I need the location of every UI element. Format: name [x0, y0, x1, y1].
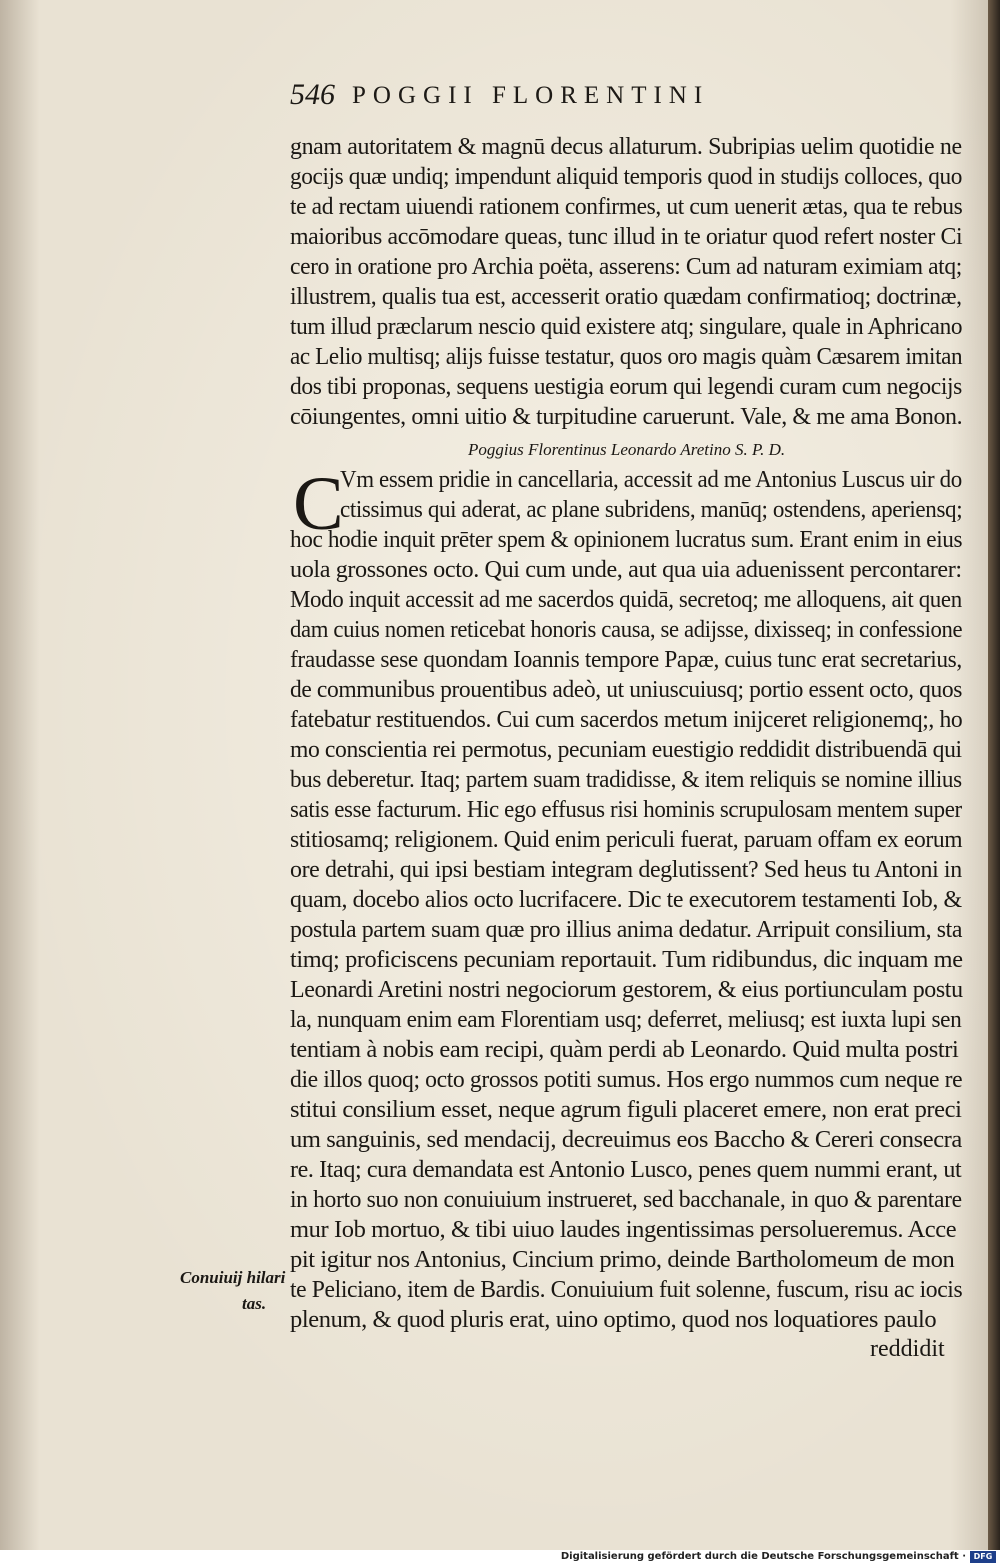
text-line: ac Lelio multisq; alijs fuisse testatur, quos oro magis quàm Cæsarem imitan [290, 343, 963, 370]
text-line: la, nunquam enim eam Florentiam usq; deferret, meliusq; est iuxta lupi sen [290, 1006, 962, 1033]
running-title: POGGII FLORENTINI [352, 82, 710, 109]
text-line: mo conscientia rei permotus, pecuniam euestigio reddidit distribuendā qui [290, 736, 962, 763]
text-line: Leonardi Aretini nostri negociorum gestorem, & eius portiunculam postu [290, 976, 963, 1003]
text-line: gocijs quæ undiq; impendunt aliquid temporis quod in studijs colloces, quo [290, 163, 963, 190]
text-line: stitui consilium esset, neque agrum figuli placeret emere, non erat preci [290, 1096, 962, 1123]
text-line: mur Iob mortuo, & tibi uiuo laudes ingentissimas persolueremus. Acce [290, 1216, 957, 1243]
text-line: die illos quoq; octo grossos potiti sumus. Hos ergo nummos cum neque re [290, 1066, 963, 1093]
text-line: maioribus accōmodare queas, tunc illud in te oriatur quod refert noster Ci [290, 223, 963, 250]
text-line: fatebatur restituendos. Cui cum sacerdos metum inijceret religionemq;, ho [290, 706, 963, 733]
text-line: dos tibi proponas, sequens uestigia eorum qui legendi curam cum negocijs [290, 373, 962, 400]
funding-credit: Digitalisierung gefördert durch die Deutsche Forschungsgemeinschaft · [560, 1551, 966, 1562]
text-line: dam cuius nomen reticebat honoris causa, se adijsse, dixisseq; in confessione [290, 616, 963, 643]
text-line: in horto suo non conuiuium instrueret, sed bacchanale, in quo & parentare [290, 1186, 962, 1213]
page-header [290, 78, 950, 118]
text-line: Vm essem pridie in cancellaria, accessit ad me Antonius Luscus uir do [340, 466, 962, 493]
text-line: stitiosamq; religionem. Quid enim periculi fuerat, paruam offam ex eorum [290, 826, 963, 853]
text-line: tentiam à nobis eam recipi, quàm perdi ab Leonardo. Quid multa postri [290, 1036, 959, 1063]
text-line: satis esse facturum. Hic ego effusus risi hominis scrupulosam mentem super [290, 796, 962, 823]
dfg-logo: DFG [970, 1551, 996, 1563]
text-line: tum illud præclarum nescio quid existere atq; singulare, quale in Aphricano [290, 313, 963, 340]
text-line: gnam autoritatem & magnū decus allaturum. Subripias uelim quotidie ne [290, 133, 962, 160]
page-number: 546 [290, 78, 335, 111]
text-line: timq; proficiscens pecuniam reportauit. Tum ridibundus, dic inquam me [290, 946, 963, 973]
text-line: te Peliciano, item de Bardis. Conuiuium fuit solenne, fuscum, risu ac iocis [290, 1276, 963, 1303]
text-line: illustrem, qualis tua est, accesserit oratio quædam confirmatioq; doctrinæ, [290, 283, 962, 310]
text-line: cōiungentes, omni uitio & turpitudine caruerunt. Vale, & me ama Bonon. [290, 403, 963, 430]
text-line: bus deberetur. Itaq; partem suam tradidisse, & item reliquis se nomine illius [290, 766, 962, 793]
text-line: ctissimus qui aderat, ac plane subridens, manūq; ostendens, aperiensq; [340, 496, 963, 523]
drop-capital: C [293, 462, 344, 546]
binding-gutter [988, 0, 1000, 1550]
letter-salutation: Poggius Florentinus Leonardo Aretino S. P. D. [468, 440, 786, 459]
text-line: quam, docebo alios octo lucrifacere. Dic te executorem testamenti Iob, & [290, 886, 962, 913]
marginal-note-line: tas. [242, 1294, 267, 1313]
catchword: reddidit [870, 1336, 945, 1362]
text-line: de communibus prouentibus adeò, ut uniuscuiusq; portio essent octo, quos [290, 676, 962, 703]
text-line: ore detrahi, qui ipsi bestiam integram deglutissent? Sed heus tu Antoni in [290, 856, 962, 883]
text-line: uola grossones octo. Qui cum unde, aut qua uia aduenissent percontarer: [290, 556, 962, 583]
text-line: fraudasse sese quondam Ioannis tempore Papæ, cuius tunc erat secretarius, [290, 646, 962, 673]
text-line: Modo inquit accessit ad me sacerdos quidā, secretoq; me alloquens, ait quen [290, 586, 962, 613]
marginal-note-line: Conuiuij hilari [180, 1268, 286, 1287]
text-line: postula partem suam quæ pro illius anima dedatur. Arripuit consilium, sta [290, 916, 963, 943]
text-line: plenum, & quod pluris erat, uino optimo, quod nos loquatiores paulo [290, 1306, 937, 1333]
text-line: cero in oratione pro Archia poëta, asserens: Cum ad naturam eximiam atq; [290, 253, 962, 280]
text-line: pit igitur nos Antonius, Cincium primo, deinde Bartholomeum de mon [290, 1246, 955, 1273]
text-line: um sanguinis, sed mendacij, decreuimus eos Baccho & Cereri consecra [290, 1126, 962, 1153]
text-line: hoc hodie inquit prēter spem & opinionem lucratus sum. Erant enim in eius [290, 526, 963, 553]
text-line: te ad rectam uiuendi rationem confirmes, ut cum uenerit ætas, qua te rebus [290, 193, 963, 220]
text-line: re. Itaq; cura demandata est Antonio Lusco, penes quem nummi erant, ut [290, 1156, 962, 1183]
